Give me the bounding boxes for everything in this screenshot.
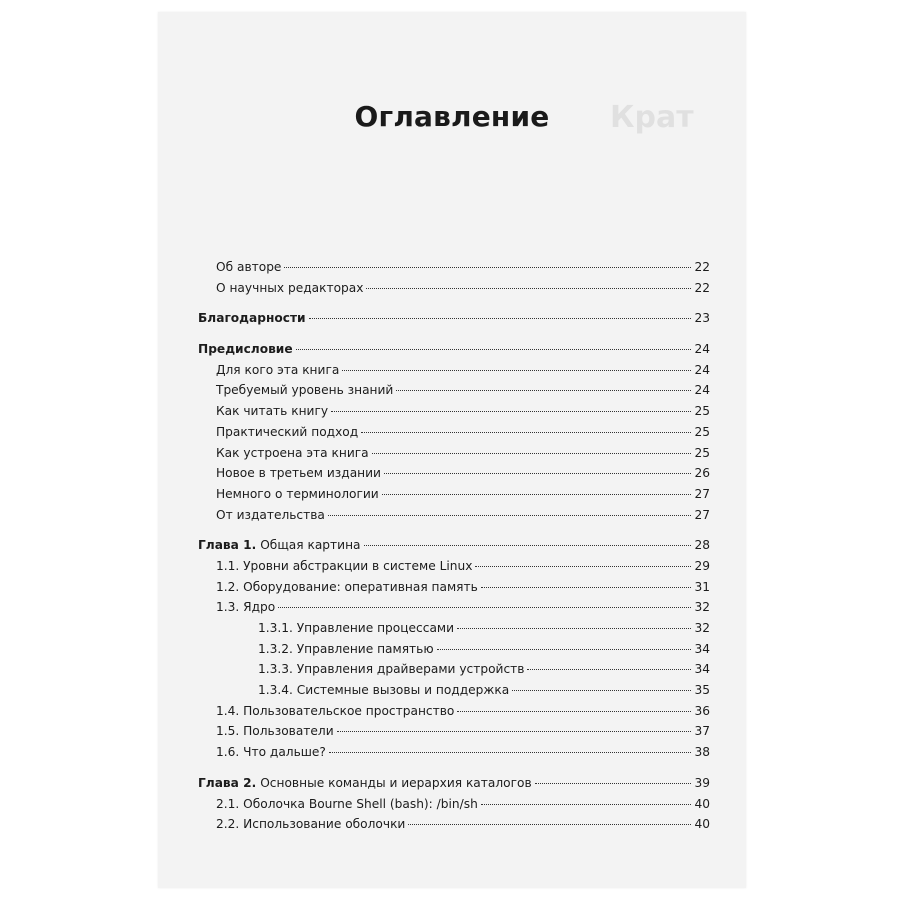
book-page [158, 12, 746, 888]
page-number: 34 [694, 662, 710, 677]
toc-entry-title: Общая картина [260, 538, 361, 553]
toc-entry-heading [216, 422, 358, 443]
toc-chapter-row [198, 773, 710, 794]
dot-leader [457, 628, 691, 629]
page-number: 24 [694, 362, 710, 377]
page-number: 23 [694, 311, 710, 326]
toc-entry-heading [258, 659, 524, 680]
dot-leader [342, 370, 691, 371]
toc-entry-heading [216, 257, 281, 278]
page-number: 34 [694, 641, 710, 656]
toc-entry-title: Как устроена эта книга [216, 445, 369, 460]
dot-leader [535, 783, 691, 784]
toc-entry-row [198, 360, 710, 381]
page-number: 22 [694, 280, 710, 295]
toc-entry-title: 1.4. Пользовательское пространство [216, 703, 455, 718]
dot-leader [481, 804, 691, 805]
toc-entry-heading [216, 380, 393, 401]
toc-entry-heading [216, 556, 472, 577]
page-number: 26 [694, 466, 710, 481]
page-number: 32 [694, 600, 710, 615]
toc-entry-row [198, 639, 710, 660]
page-number: 38 [694, 745, 710, 760]
toc-entry-title: 2.1. Оболочка Bourne Shell (bash): /bin/sh [216, 796, 478, 811]
bleed-through-text: Крат [610, 100, 694, 135]
dot-leader [384, 473, 691, 474]
toc-entry-title: От издательства [216, 507, 325, 522]
toc-entry-heading [198, 773, 532, 794]
dot-leader [296, 349, 691, 350]
dot-leader [329, 752, 691, 753]
page-number: 32 [694, 621, 710, 635]
toc-entry-row [198, 380, 710, 401]
dot-leader [364, 545, 691, 546]
page-number: 40 [694, 817, 710, 832]
toc-entry-title: Немного о терминологии [216, 486, 379, 501]
dot-leader [278, 607, 691, 608]
dot-leader [328, 515, 691, 516]
page-number: 29 [694, 558, 710, 573]
toc-entry-title: Практический подход [216, 424, 359, 439]
toc-entry-title: Новое в третьем издании [216, 466, 381, 481]
toc-entry-heading [216, 360, 339, 381]
chapter-number: Глава 2. [198, 775, 257, 790]
table-of-contents [198, 257, 710, 835]
toc-entry-title: 1.5. Пользователи [216, 724, 334, 739]
toc-entry-row [198, 401, 710, 422]
page-number: 40 [694, 796, 710, 811]
toc-entry-title: Предисловие [198, 342, 293, 357]
toc-entry-title: 1.3.2. Управление памятью [258, 641, 434, 656]
toc-entry-title: Как читать книгу [216, 404, 329, 419]
toc-entry-title: Требуемый уровень знаний [216, 383, 394, 398]
dot-leader [372, 453, 691, 454]
toc-entry-row [198, 701, 710, 722]
toc-entry-title: Благодарности [198, 311, 306, 326]
toc-entry-title: О научных редакторах [216, 280, 364, 295]
toc-entry-row [198, 814, 710, 835]
dot-leader [408, 824, 691, 825]
toc-entry-row [198, 597, 710, 618]
toc-entry-heading [198, 339, 293, 360]
toc-entry-title: Для кого эта книга [216, 362, 340, 377]
toc-entry-heading [216, 577, 478, 598]
toc-entry-heading [216, 401, 328, 422]
toc-entry-row [198, 618, 710, 639]
toc-entry-title: Об авторе [216, 260, 282, 274]
toc-entry-heading [258, 618, 454, 639]
toc-entry-heading [216, 814, 405, 835]
page-title: Оглавление [354, 100, 550, 133]
dot-leader [481, 587, 691, 588]
toc-entry-heading [258, 639, 434, 660]
toc-entry-row [198, 484, 710, 505]
toc-entry-row [198, 577, 710, 598]
toc-entry-row [198, 556, 710, 577]
toc-entry-row [198, 680, 710, 701]
page-number: 24 [694, 383, 710, 398]
toc-entry-title: 1.3.1. Управление процессами [258, 621, 455, 635]
page-number: 36 [694, 703, 710, 718]
dot-leader [366, 288, 691, 289]
toc-entry-heading [216, 721, 334, 742]
toc-entry-heading [216, 278, 363, 299]
page-number: 24 [694, 342, 710, 357]
toc-entry-row [198, 422, 710, 443]
toc-entry-heading [216, 443, 369, 464]
toc-entry-title: 1.2. Оборудование: оперативная память [216, 579, 478, 594]
toc-entry-row [198, 257, 710, 278]
toc-entry-title: Основные команды и иерархия каталогов [260, 775, 532, 790]
toc-entry-row [198, 659, 710, 680]
toc-entry-heading [216, 701, 454, 722]
toc-entry-row [198, 463, 710, 484]
dot-leader [457, 711, 691, 712]
page-number: 22 [694, 260, 710, 274]
toc-entry-title: 1.1. Уровни абстракции в системе Linux [216, 558, 473, 573]
dot-leader [527, 669, 691, 670]
dot-leader [382, 494, 691, 495]
page-number: 25 [694, 445, 710, 460]
page-number: 27 [694, 507, 710, 522]
toc-chapter-row [198, 308, 710, 329]
page-number: 31 [694, 579, 710, 594]
page-number: 37 [694, 724, 710, 739]
toc-chapter-row [198, 535, 710, 556]
toc-entry-title: 1.3.3. Управления драйверами устройств [258, 662, 525, 677]
toc-entry-title: 1.6. Что дальше? [216, 745, 326, 760]
dot-leader [512, 690, 691, 691]
dot-leader [337, 731, 691, 732]
toc-entry-heading [216, 484, 379, 505]
dot-leader [396, 390, 691, 391]
toc-entry-row [198, 721, 710, 742]
toc-entry-row [198, 443, 710, 464]
dot-leader [475, 566, 691, 567]
chapter-number: Глава 1. [198, 538, 257, 553]
toc-entry-row [198, 794, 710, 815]
page-number: 27 [694, 486, 710, 501]
toc-entry-heading [216, 742, 326, 763]
toc-entry-heading [258, 680, 509, 701]
toc-entry-heading [216, 597, 275, 618]
dot-leader [331, 411, 691, 412]
toc-entry-row [198, 505, 710, 526]
toc-entry-row [198, 278, 710, 299]
toc-entry-title: 1.3. Ядро [216, 600, 276, 615]
toc-entry-heading [216, 463, 381, 484]
toc-entry-heading [198, 535, 361, 556]
toc-entry-row [198, 742, 710, 763]
toc-entry-title: 2.2. Использование оболочки [216, 817, 406, 832]
toc-entry-heading [198, 308, 306, 329]
toc-entry-heading [216, 794, 478, 815]
dot-leader [309, 318, 691, 319]
toc-chapter-row [198, 339, 710, 360]
dot-leader [284, 267, 691, 268]
dot-leader [361, 432, 691, 433]
page-number: 25 [694, 424, 710, 439]
page-number: 25 [694, 404, 710, 419]
page-number: 39 [694, 775, 710, 790]
page-number: 28 [694, 538, 710, 553]
page-number: 35 [694, 683, 710, 698]
dot-leader [437, 649, 691, 650]
toc-entry-title: 1.3.4. Системные вызовы и поддержка [258, 683, 510, 698]
toc-entry-heading [216, 505, 325, 526]
